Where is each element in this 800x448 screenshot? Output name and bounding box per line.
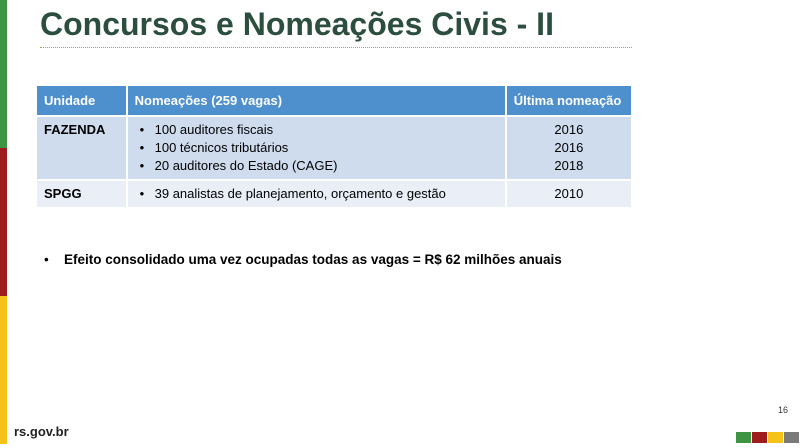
year-value: 2016 (554, 122, 584, 137)
square-yellow (768, 432, 783, 443)
side-bar-yellow (0, 296, 7, 444)
year-value: 2010 (554, 186, 584, 201)
header-nominations: Nomeações (259 vagas) (127, 86, 506, 116)
items-cell (127, 180, 506, 207)
header-unit: Unidade (37, 86, 127, 116)
slide-title: Concursos e Nomeações Civis - II (40, 6, 554, 42)
table-row (37, 180, 631, 207)
items-cell (127, 116, 506, 180)
table-header-row (37, 86, 631, 116)
footer-color-squares (735, 430, 799, 448)
footer-logo: rs.gov.br (14, 424, 69, 439)
list-item: • 100 auditores fiscais (135, 121, 498, 139)
list-item: • 39 analistas de planejamento, orçamento e gestão (135, 185, 498, 203)
square-gray (784, 432, 799, 443)
side-bar-green (0, 0, 7, 148)
nominations-table (37, 86, 631, 207)
items-list (135, 185, 498, 203)
bullet-icon: • (44, 252, 49, 267)
list-item: • 100 técnicos tributários (135, 139, 498, 157)
items-list (135, 121, 498, 175)
square-red (752, 432, 767, 443)
summary-text: Efeito consolidado uma vez ocupadas todas as vagas = R$ 62 milhões anuais (64, 252, 562, 267)
year-value: 2018 (554, 158, 584, 173)
year-cell (506, 180, 631, 207)
summary-bullet (44, 252, 562, 267)
list-item: • 20 auditores do Estado (CAGE) (135, 157, 498, 175)
square-green (736, 432, 751, 443)
year-value: 2016 (554, 140, 584, 155)
table-row (37, 116, 631, 180)
title-divider (40, 47, 632, 48)
unit-cell: SPGG (37, 180, 127, 207)
header-last-nomination: Última nomeação (506, 86, 631, 116)
side-bar-red (0, 148, 7, 296)
year-cell (506, 116, 631, 180)
page-number: 16 (778, 405, 789, 415)
unit-cell: FAZENDA (37, 116, 127, 180)
